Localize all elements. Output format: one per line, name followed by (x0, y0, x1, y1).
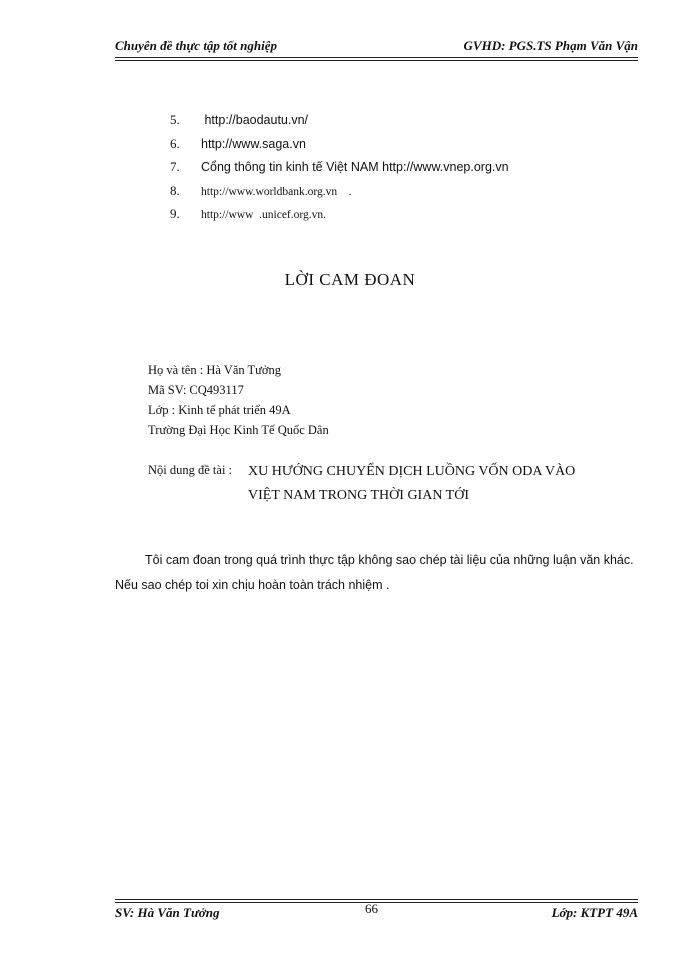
declaration-paragraph (115, 548, 635, 598)
footer-rule (115, 899, 638, 900)
header-rule-double (115, 60, 638, 61)
declaration-text: Tôi cam đoan trong quá trình thực tập không sao chép tài liệu của những luận văn khác. Nếu sao chép toi xin chịu hoàn toàn trách nhiệm . (115, 553, 634, 592)
reference-link[interactable]: http://www.worldbank.org.vn . (201, 185, 352, 198)
reference-number: 8. (170, 182, 180, 198)
reference-item (170, 159, 509, 183)
reference-list (170, 112, 509, 230)
topic-label: Nội dung đề tài : (148, 463, 233, 477)
student-class: Lớp : Kinh tế phát triển 49A (148, 403, 291, 417)
reference-link[interactable]: http://www .unicef.org.vn. (201, 209, 326, 221)
student-name: Họ và tên : Hà Văn Tưởng (148, 363, 282, 377)
reference-link[interactable]: http://www.saga.vn (201, 136, 306, 151)
header-rule (115, 57, 638, 58)
footer-left-text: SV: Hà Văn Tưởng (115, 905, 220, 920)
reference-link[interactable]: Cổng thông tin kinh tế Việt NAM http://www.vnep.org.vn (201, 160, 509, 174)
reference-item (170, 136, 509, 160)
reference-link[interactable]: http://baodautu.vn/ (201, 113, 309, 127)
reference-number: 6. (170, 135, 180, 151)
student-info (148, 360, 329, 440)
page-header (115, 38, 638, 54)
student-id: Mã SV: CQ493117 (148, 383, 244, 397)
reference-number: 9. (170, 206, 180, 221)
reference-number: 7. (170, 159, 180, 174)
header-right-text: GVHD: PGS.TS Phạm Văn Vận (463, 38, 638, 53)
page-title: LỜI CAM ĐOAN (284, 270, 416, 289)
reference-number: 5. (170, 112, 180, 127)
topic-title-line-2: VIỆT NAM TRONG THỜI GIAN TỚI (248, 488, 470, 503)
footer-right-text: Lớp: KTPT 49A (551, 905, 638, 920)
topic-title (248, 460, 668, 508)
reference-item (170, 183, 509, 207)
student-school: Trường Đại Học Kinh Tế Quốc Dân (148, 423, 329, 437)
page-footer (115, 901, 638, 923)
header-left-text: Chuyên đề thực tập tốt nghiệp (115, 38, 277, 53)
page-number: 66 (365, 901, 378, 916)
reference-item (170, 206, 509, 230)
topic-title-line-1: XU HƯỚNG CHUYỂN DỊCH LUỒNG VỐN ODA VÀO (248, 464, 576, 479)
reference-item (170, 112, 509, 136)
